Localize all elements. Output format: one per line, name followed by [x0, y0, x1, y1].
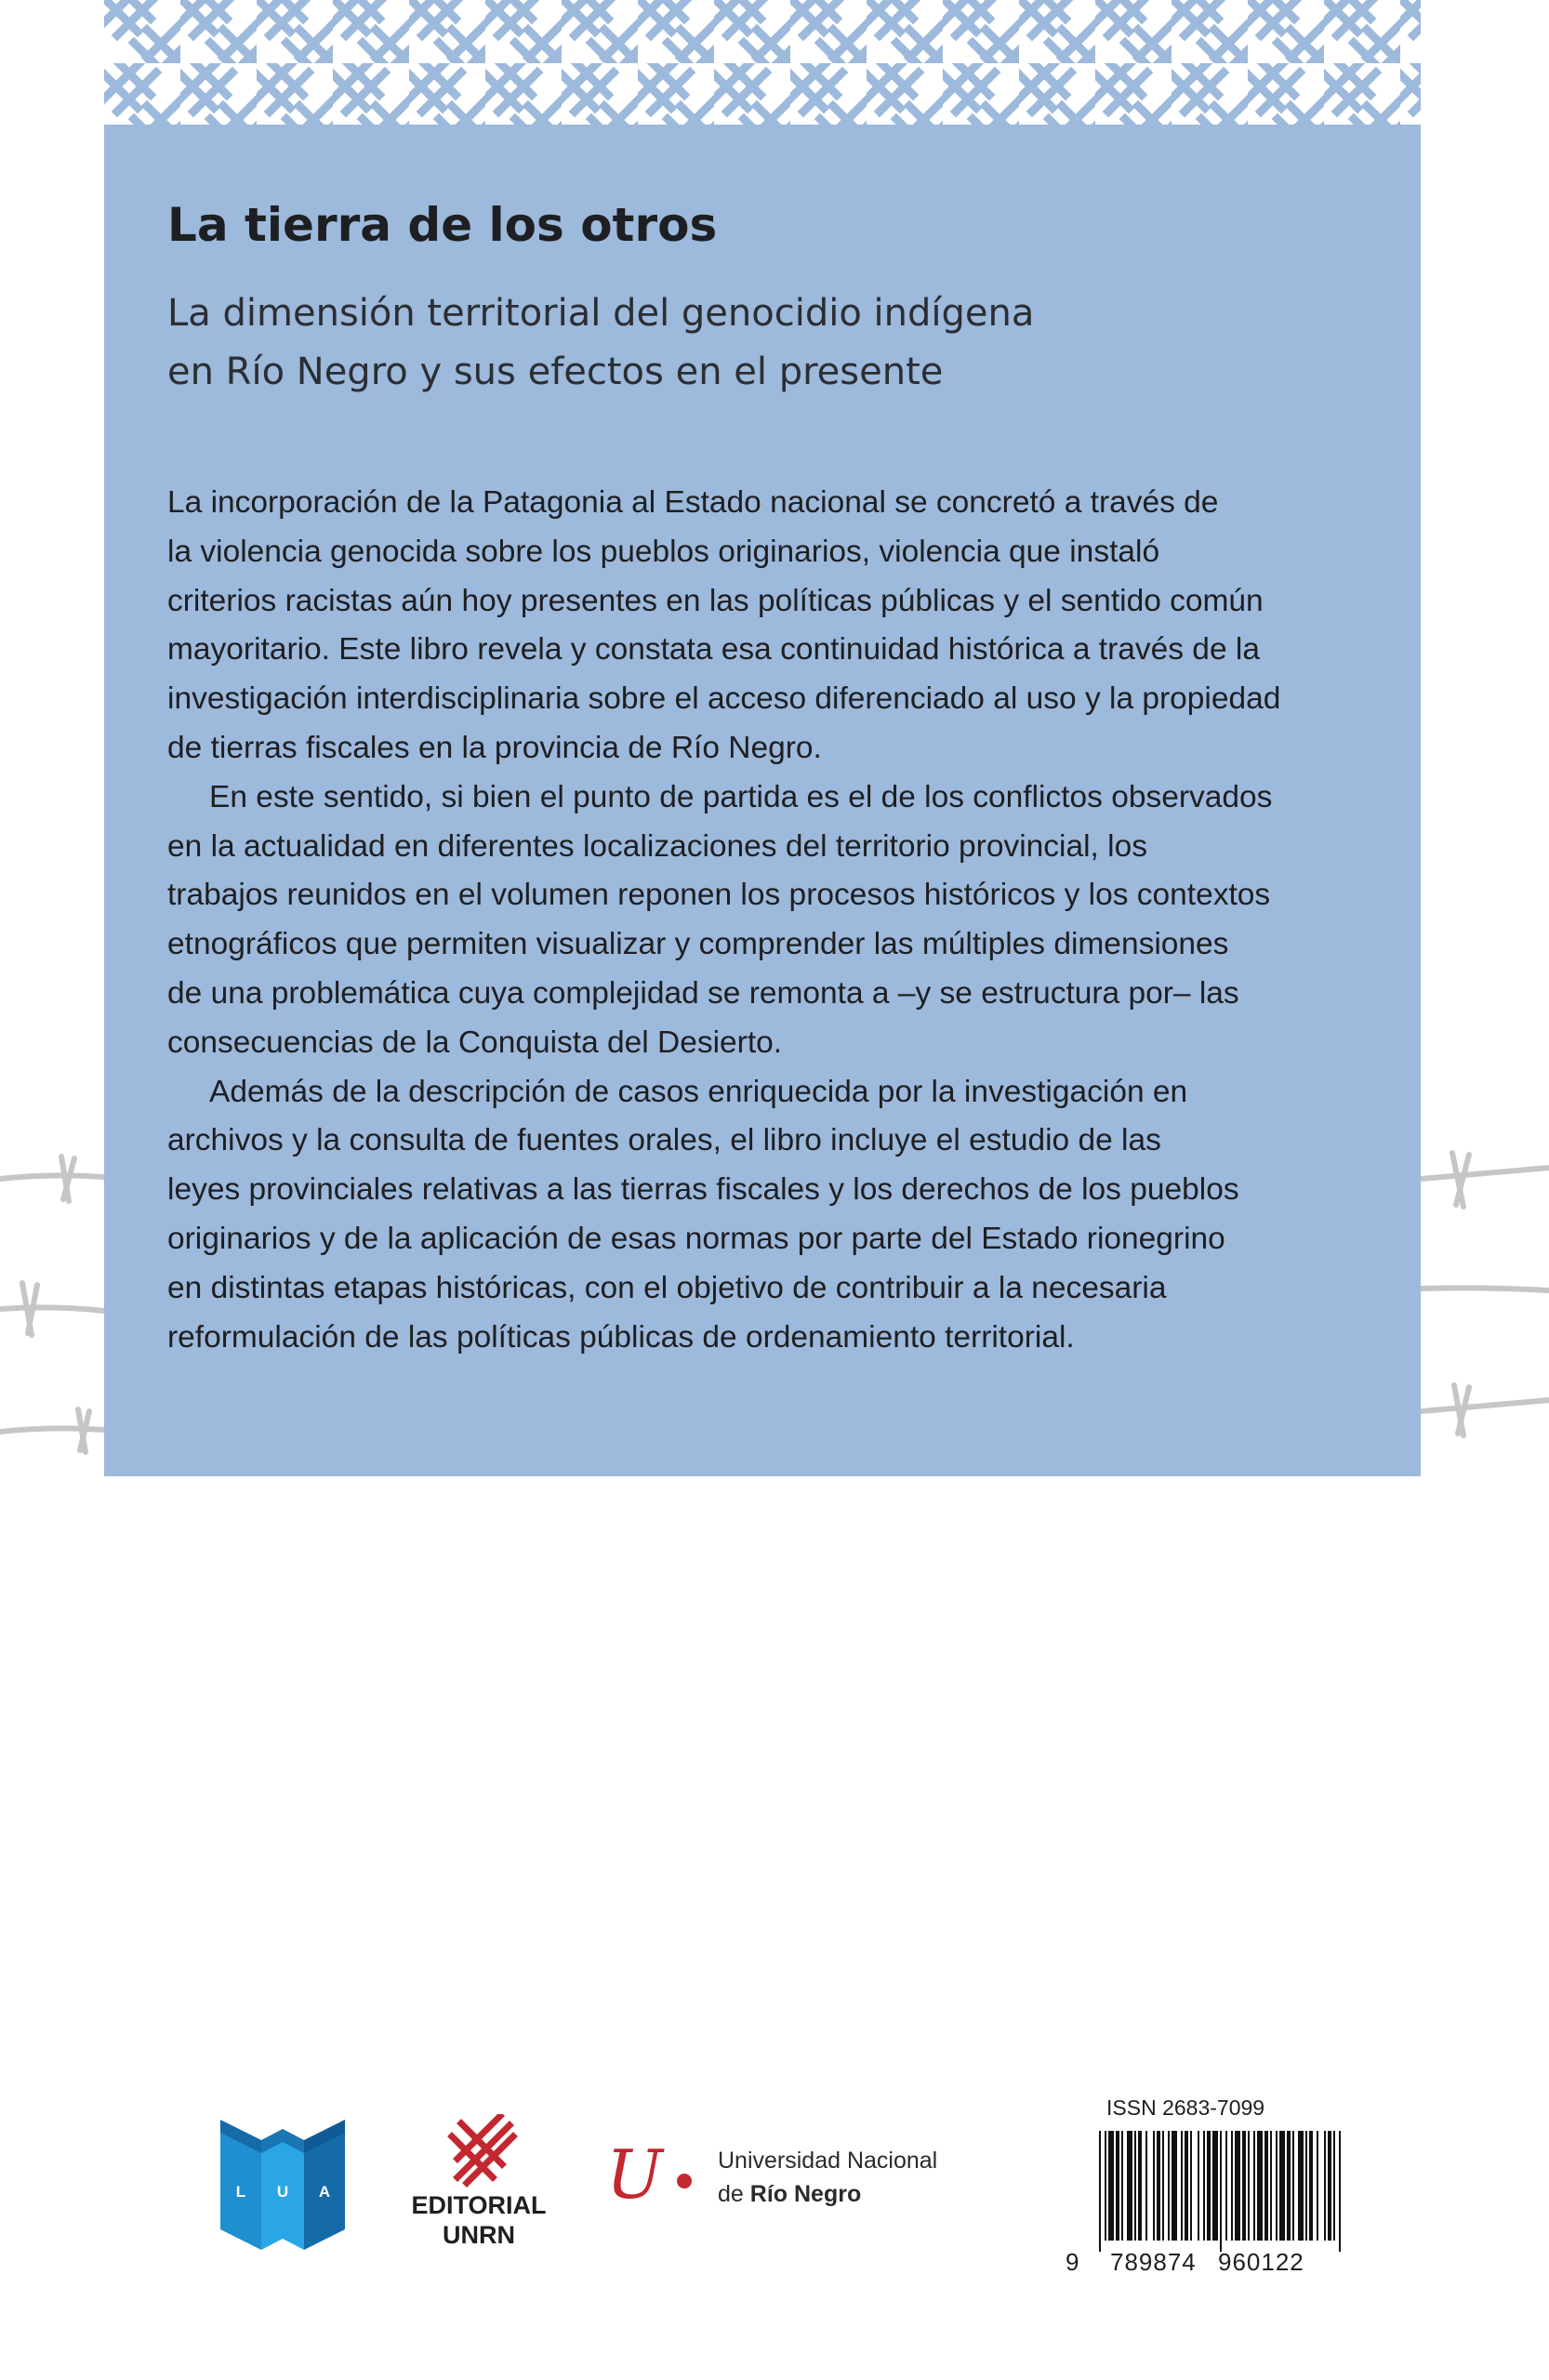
barcode-bar [1138, 2131, 1142, 2241]
barcode-bar [1292, 2131, 1294, 2241]
barcode-bar [1105, 2131, 1106, 2241]
barcode-bar [1309, 2131, 1313, 2241]
text-line: La incorporación de la Patagonia al Estado nacional se concretó a través de [167, 485, 1219, 520]
text-line: en la actualidad en diferentes localizaciones del territorio provincial, los [167, 828, 1147, 864]
barcode-bar [1305, 2131, 1307, 2241]
unrn-university-logo [604, 2138, 976, 2222]
isbn-digit-first: 9 [1066, 2248, 1080, 2276]
lua-letter: U [276, 2183, 289, 2201]
unrn-name-line2 [718, 2181, 861, 2208]
unrn-name-prefix: de [718, 2181, 744, 2207]
paragraph-1 [167, 479, 1385, 774]
barcode-bar [1328, 2131, 1331, 2241]
barcode-bar [1231, 2131, 1233, 2241]
book-subtitle [167, 284, 1283, 402]
barcode-bar [1287, 2131, 1291, 2241]
barcode-bar [1225, 2131, 1227, 2241]
barcode-bar [1253, 2131, 1255, 2241]
barcode-bar [1248, 2131, 1250, 2241]
isbn-digits-group2: 960122 [1218, 2248, 1304, 2276]
editorial-line: EDITORIAL [411, 2191, 547, 2219]
barbed-wire-right [1421, 1125, 1549, 1469]
text-line: de una problemática cuya complejidad se remonta a –y se estructura por– las [167, 975, 1239, 1011]
unrn-name-bold: Río Negro [749, 2181, 862, 2207]
lua-logo [220, 2120, 345, 2250]
barcode-bar [1333, 2131, 1335, 2241]
subtitle-line: La dimensión territorial del genocidio indígena [167, 292, 1035, 335]
barcode [1066, 2131, 1344, 2252]
paragraph-2 [167, 774, 1385, 1068]
lua-letter: L [235, 2183, 246, 2201]
barcode-bar [1162, 2131, 1164, 2241]
text-line: en distintas etapas históricas, con el objetivo de contribuir a la necesaria [167, 1270, 1167, 1305]
barcode-bar [1339, 2131, 1341, 2252]
barcode-bar [1099, 2131, 1101, 2252]
barcode-bar [1207, 2131, 1211, 2241]
barcode-bar [1145, 2131, 1147, 2241]
barcode-bar [1181, 2131, 1183, 2241]
text-line: etnográficos que permiten visualizar y comprender las múltiples dimensiones [167, 927, 1229, 962]
book-title: La tierra de los otros [167, 198, 718, 252]
editorial-line: UNRN [443, 2221, 515, 2249]
barcode-bar [1264, 2131, 1268, 2241]
barcode-bar [1121, 2131, 1123, 2241]
barcode-bar [1116, 2131, 1119, 2241]
barcode-bar [1235, 2131, 1240, 2241]
lua-letter: A [318, 2183, 331, 2201]
barcode-bar [1198, 2131, 1199, 2241]
unrn-mark-letter: U [606, 2140, 663, 2211]
barcode-bar [1298, 2131, 1304, 2241]
text-line: consecuencias de la Conquista del Desierto. [167, 1025, 783, 1060]
barcode-bar [1324, 2131, 1326, 2241]
issn-number: ISSN 2683-7099 [1106, 2096, 1265, 2120]
barcode-bar [1185, 2131, 1188, 2241]
text-line: archivos y la consulta de fuentes orales, el libro incluye el estudio de las [167, 1123, 1161, 1158]
subtitle-line: en Río Negro y sus efectos en el presente [167, 350, 944, 393]
text-line: leyes provinciales relativas a las tierras fiscales y los derechos de los pueblos [167, 1172, 1239, 1208]
barcode-bar [1190, 2131, 1192, 2241]
editorial-wordmark [409, 2190, 549, 2250]
unrn-mark-icon [604, 2140, 694, 2211]
barcode-bar [1279, 2131, 1285, 2241]
editorial-unrn-logo [409, 2114, 549, 2255]
barcode-bar [1270, 2131, 1272, 2241]
text-line: reformulación de las políticas públicas de ordenamiento territorial. [167, 1319, 1075, 1355]
text-line: trabajos reunidos en el volumen reponen los procesos históricos y los contextos [167, 878, 1271, 913]
barbed-wire-left [0, 1153, 104, 1469]
text-line: Además de la descripción de casos enriquecida por la investigación en [209, 1074, 1188, 1109]
paragraph-3 [167, 1068, 1385, 1363]
text-line: originarios y de la aplicación de esas normas por parte del Estado rionegrino [167, 1221, 1225, 1256]
barcode-bar [1157, 2131, 1160, 2241]
text-line: mayoritario. Este libro revela y constata esa continuidad histórica a través de la [167, 632, 1260, 668]
barcode-bar [1276, 2131, 1278, 2241]
isbn-digits-group1: 789874 [1110, 2248, 1197, 2276]
text-line: de tierras fiscales en la provincia de Río Negro. [167, 730, 822, 765]
barcode-bar [1203, 2131, 1205, 2241]
woven-pattern [104, 0, 1421, 125]
text-line: investigación interdisciplinaria sobre el acceso diferenciado al uso y la propiedad [167, 681, 1281, 717]
barcode-bar [1242, 2131, 1246, 2241]
text-line: criterios racistas aún hoy presentes en las políticas públicas y el sentido común [167, 583, 1264, 618]
barcode-bar [1134, 2131, 1136, 2241]
barcode-bar [1172, 2131, 1177, 2241]
barcode-bar [1220, 2131, 1222, 2252]
unrn-name-line1: Universidad Nacional [718, 2148, 938, 2174]
barcode-bar [1108, 2131, 1114, 2241]
barcode-bar [1127, 2131, 1132, 2241]
barcode-bar [1212, 2131, 1218, 2241]
barcode-bar [1317, 2131, 1318, 2241]
description-text [167, 479, 1385, 1362]
editorial-mark-icon [409, 2114, 549, 2188]
barcode-bar [1257, 2131, 1263, 2241]
barcode-bar [1168, 2131, 1170, 2241]
text-line: En este sentido, si bien el punto de partida es el de los conflictos observados [209, 779, 1273, 814]
isbn-block [1066, 2096, 1344, 2281]
text-line: la violencia genocida sobre los pueblos originarios, violencia que instaló [167, 534, 1160, 569]
barcode-bar [1153, 2131, 1155, 2241]
